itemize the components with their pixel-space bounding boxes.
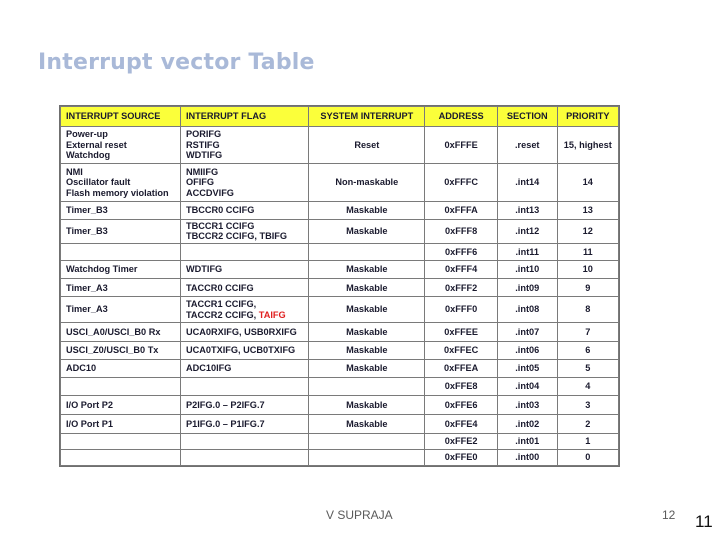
source-line: Flash memory violation <box>66 187 169 198</box>
cell-system-interrupt: Reset <box>309 127 425 164</box>
cell-interrupt-source <box>61 164 181 201</box>
flag-line <box>186 231 303 242</box>
cell-address: 0xFFFA <box>425 201 498 219</box>
cell-interrupt-flag <box>180 449 308 465</box>
cell-system-interrupt <box>309 433 425 449</box>
cell-address: 0xFFEE <box>425 322 498 341</box>
cell-interrupt-flag <box>180 201 308 219</box>
cell-section: .int09 <box>497 279 557 297</box>
flag-text: WDTIFG <box>185 150 223 161</box>
cell-address: 0xFFF2 <box>425 279 498 297</box>
cell-section: .int12 <box>497 219 557 243</box>
source-line: USCI_Z0/USCI_B0 Tx <box>66 345 159 356</box>
flag-line <box>186 264 303 275</box>
cell-priority: 14 <box>557 164 618 201</box>
cell-interrupt-source <box>61 360 181 378</box>
flag-text: TACCR1 CCIFG, <box>185 299 257 310</box>
cell-interrupt-flag <box>180 164 308 201</box>
flag-line <box>186 363 303 374</box>
cell-interrupt-source <box>61 341 181 359</box>
cell-interrupt-source <box>61 433 181 449</box>
source-line: I/O Port P1 <box>66 418 113 429</box>
flag-text: NMIIFG <box>185 166 219 177</box>
header-interrupt-flag: INTERRUPT FLAG <box>180 107 308 127</box>
cell-priority: 15, highest <box>557 127 618 164</box>
flag-text: TBCCR0 CCIFG <box>185 204 255 215</box>
flag-text: UCA0RXIFG, USB0RXIFG <box>185 326 297 337</box>
cell-system-interrupt <box>309 449 425 465</box>
table-row <box>61 261 619 279</box>
cell-system-interrupt: Maskable <box>309 201 425 219</box>
cell-interrupt-flag <box>180 360 308 378</box>
cell-priority: 7 <box>557 322 618 341</box>
cell-address: 0xFFE4 <box>425 415 498 433</box>
flag-text: WDTIFG <box>185 264 223 275</box>
cell-interrupt-source <box>61 449 181 465</box>
source-line: ADC10 <box>66 363 97 374</box>
cell-section: .int06 <box>497 341 557 359</box>
cell-system-interrupt: Maskable <box>309 341 425 359</box>
flag-line <box>186 140 303 151</box>
cell-address: 0xFFF8 <box>425 219 498 243</box>
flag-text: P2IFG.0 – P2IFG.7 <box>185 400 265 411</box>
table-row <box>61 378 619 396</box>
cell-section: .int01 <box>497 433 557 449</box>
flag-line <box>186 150 303 161</box>
interrupt-vector-table <box>59 105 620 467</box>
cell-section: .reset <box>497 127 557 164</box>
source-line: Power-up <box>66 129 108 140</box>
source-line: NMI <box>66 166 83 177</box>
cell-system-interrupt: Maskable <box>309 322 425 341</box>
source-line: I/O Port P2 <box>66 400 113 411</box>
cell-priority: 13 <box>557 201 618 219</box>
cell-interrupt-source <box>61 127 181 164</box>
cell-address: 0xFFF6 <box>425 244 498 261</box>
header-section: SECTION <box>497 107 557 127</box>
flag-line <box>186 167 303 178</box>
table-row <box>61 322 619 341</box>
cell-address: 0xFFE2 <box>425 433 498 449</box>
table-row <box>61 297 619 322</box>
flag-text: TACCR2 CCIFG, <box>185 309 259 320</box>
cell-interrupt-source <box>61 261 181 279</box>
cell-interrupt-source <box>61 219 181 243</box>
table-row <box>61 433 619 449</box>
flag-text: OFIFG <box>185 177 215 188</box>
table-row <box>61 360 619 378</box>
table-row <box>61 279 619 297</box>
cell-section: .int08 <box>497 297 557 322</box>
cell-priority: 12 <box>557 219 618 243</box>
cell-priority: 11 <box>557 244 618 261</box>
cell-priority: 9 <box>557 279 618 297</box>
table-row <box>61 449 619 465</box>
cell-address: 0xFFF4 <box>425 261 498 279</box>
table-row <box>61 244 619 261</box>
cell-interrupt-flag <box>180 297 308 322</box>
cell-interrupt-flag <box>180 219 308 243</box>
cell-system-interrupt: Maskable <box>309 415 425 433</box>
source-line: Watchdog Timer <box>66 264 138 275</box>
cell-system-interrupt <box>309 378 425 396</box>
flag-line <box>186 299 303 310</box>
flag-text: TBCCR1 CCIFG <box>185 220 255 231</box>
source-line: External reset <box>66 139 127 150</box>
cell-section: .int11 <box>497 244 557 261</box>
table-row <box>61 219 619 243</box>
source-line: Timer_B3 <box>66 226 108 237</box>
cell-address: 0xFFFE <box>425 127 498 164</box>
cell-interrupt-flag <box>180 433 308 449</box>
cell-interrupt-flag <box>180 415 308 433</box>
cell-system-interrupt: Maskable <box>309 396 425 415</box>
footer-page-number: 12 <box>662 508 676 522</box>
cell-system-interrupt: Maskable <box>309 360 425 378</box>
cell-address: 0xFFE6 <box>425 396 498 415</box>
cell-interrupt-flag <box>180 322 308 341</box>
flag-text: ADC10IFG <box>185 363 232 374</box>
header-address: ADDRESS <box>425 107 498 127</box>
flag-line <box>186 221 303 232</box>
header-priority: PRIORITY <box>557 107 618 127</box>
cell-address: 0xFFEC <box>425 341 498 359</box>
flag-text: ACCDVIFG <box>185 187 234 198</box>
flag-line <box>186 177 303 188</box>
flag-line <box>186 310 303 321</box>
cell-address: 0xFFF0 <box>425 297 498 322</box>
flag-highlight: TAIFG <box>258 309 286 320</box>
cell-section: .int13 <box>497 201 557 219</box>
cell-interrupt-flag <box>180 396 308 415</box>
cell-system-interrupt: Maskable <box>309 219 425 243</box>
cell-system-interrupt <box>309 244 425 261</box>
footer-slide-badge: 11 <box>695 512 713 531</box>
cell-priority: 4 <box>557 378 618 396</box>
flag-text: TBCCR2 CCIFG, TBIFG <box>185 231 288 242</box>
flag-text: PORIFG <box>185 129 222 140</box>
cell-interrupt-source <box>61 415 181 433</box>
header-system-interrupt: SYSTEM INTERRUPT <box>309 107 425 127</box>
cell-interrupt-flag <box>180 244 308 261</box>
cell-address: 0xFFE8 <box>425 378 498 396</box>
cell-section: .int04 <box>497 378 557 396</box>
cell-priority: 8 <box>557 297 618 322</box>
cell-system-interrupt: Maskable <box>309 297 425 322</box>
flag-text: RSTIFG <box>185 139 220 150</box>
cell-priority: 2 <box>557 415 618 433</box>
flag-line <box>186 283 303 294</box>
source-line: Timer_A3 <box>66 304 108 315</box>
cell-priority: 1 <box>557 433 618 449</box>
flag-text: UCA0TXIFG, UCB0TXIFG <box>185 345 296 356</box>
source-line: Timer_A3 <box>66 282 108 293</box>
table-row <box>61 201 619 219</box>
cell-interrupt-flag <box>180 127 308 164</box>
flag-line <box>186 327 303 338</box>
footer-author: V SUPRAJA <box>326 508 393 522</box>
cell-interrupt-source <box>61 396 181 415</box>
cell-priority: 6 <box>557 341 618 359</box>
cell-priority: 3 <box>557 396 618 415</box>
flag-line <box>186 419 303 430</box>
table-row <box>61 164 619 201</box>
flag-line <box>186 345 303 356</box>
cell-address: 0xFFEA <box>425 360 498 378</box>
cell-priority: 5 <box>557 360 618 378</box>
header-interrupt-source: INTERRUPT SOURCE <box>61 107 181 127</box>
cell-interrupt-source <box>61 322 181 341</box>
flag-text: TACCR0 CCIFG <box>185 282 254 293</box>
flag-line <box>186 400 303 411</box>
cell-interrupt-flag <box>180 378 308 396</box>
cell-section: .int05 <box>497 360 557 378</box>
source-line: USCI_A0/USCI_B0 Rx <box>66 326 161 337</box>
source-line: Oscillator fault <box>66 177 131 188</box>
flag-line <box>186 205 303 216</box>
cell-priority: 0 <box>557 449 618 465</box>
cell-interrupt-source <box>61 279 181 297</box>
table-row <box>61 415 619 433</box>
cell-priority: 10 <box>557 261 618 279</box>
source-line: Watchdog <box>66 150 111 161</box>
cell-address: 0xFFE0 <box>425 449 498 465</box>
cell-section: .int07 <box>497 322 557 341</box>
cell-section: .int02 <box>497 415 557 433</box>
table-row <box>61 127 619 164</box>
flag-text: P1IFG.0 – P1IFG.7 <box>185 418 265 429</box>
cell-section: .int00 <box>497 449 557 465</box>
cell-interrupt-flag <box>180 279 308 297</box>
cell-interrupt-source <box>61 297 181 322</box>
cell-section: .int10 <box>497 261 557 279</box>
slide-title: Interrupt vector Table <box>38 50 315 75</box>
cell-interrupt-flag <box>180 261 308 279</box>
source-line: Timer_B3 <box>66 204 108 215</box>
table-row <box>61 396 619 415</box>
cell-interrupt-flag <box>180 341 308 359</box>
cell-system-interrupt: Non-maskable <box>309 164 425 201</box>
cell-interrupt-source <box>61 201 181 219</box>
cell-interrupt-source <box>61 378 181 396</box>
table-row <box>61 341 619 359</box>
cell-interrupt-source <box>61 244 181 261</box>
flag-line <box>186 129 303 140</box>
cell-address: 0xFFFC <box>425 164 498 201</box>
cell-section: .int14 <box>497 164 557 201</box>
cell-section: .int03 <box>497 396 557 415</box>
cell-system-interrupt: Maskable <box>309 261 425 279</box>
cell-system-interrupt: Maskable <box>309 279 425 297</box>
flag-line <box>186 188 303 199</box>
table-header-row <box>61 107 619 127</box>
